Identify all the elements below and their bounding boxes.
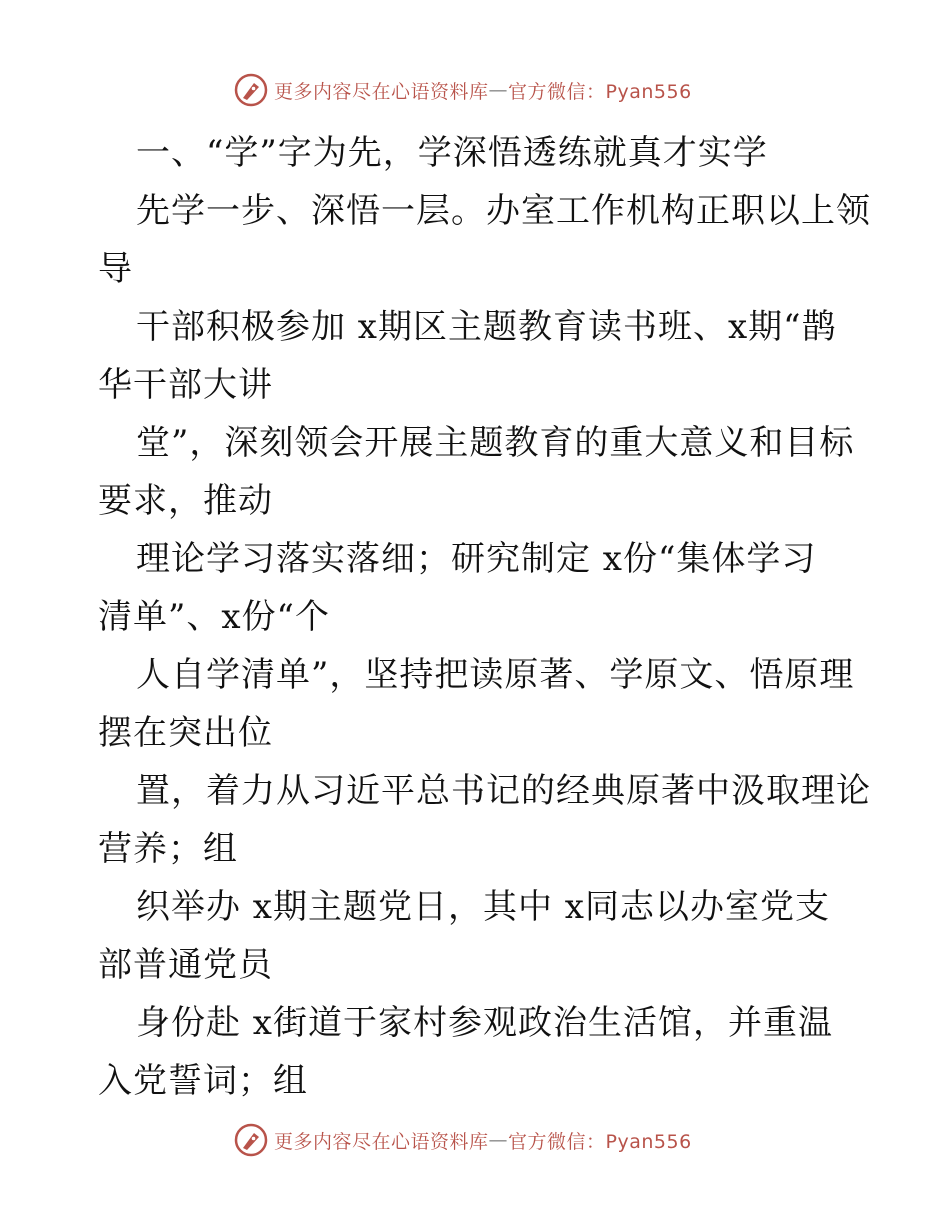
body-line: 入党誓词；组 xyxy=(98,1061,308,1101)
document-body xyxy=(98,124,871,1110)
body-line: 导 xyxy=(98,249,133,289)
body-line: 堂”，深刻领会开展主题教育的重大意义和目标 xyxy=(136,423,855,463)
body-line: 身份赴 x街道于家村参观政治生活馆，并重温 xyxy=(136,1003,833,1043)
body-line: 人自学清单”，坚持把读原著、学原文、悟原理 xyxy=(136,655,855,695)
pen-nib-logo-icon xyxy=(234,1123,268,1157)
watermark-site-text: 更多内容尽在心语资料库 xyxy=(274,80,489,103)
body-line: 摆在突出位 xyxy=(98,713,273,753)
body-line: 理论学习落实落细；研究制定 x份“集体学习 xyxy=(136,539,817,579)
body-line: 华干部大讲 xyxy=(98,365,273,405)
body-line: 清单”、x份“个 xyxy=(98,597,330,637)
watermark-dash: — xyxy=(488,79,509,101)
body-line: 置，着力从习近平总书记的经典原著中汲取理论 xyxy=(136,771,871,811)
body-line: 干部积极参加 x期区主题教育读书班、x期“鹊 xyxy=(136,307,837,347)
footer-watermark xyxy=(234,1122,692,1158)
header-watermark xyxy=(234,72,692,108)
watermark-wechat-text: 官方微信：Pyan556 xyxy=(508,1130,692,1153)
watermark-dash: — xyxy=(488,1129,509,1151)
watermark-wechat-text: 官方微信：Pyan556 xyxy=(508,80,692,103)
body-line: 先学一步、深悟一层。办室工作机构正职以上领 xyxy=(136,191,871,231)
pen-nib-logo-icon xyxy=(234,73,268,107)
watermark-site-text: 更多内容尽在心语资料库 xyxy=(274,1130,489,1153)
body-line: 织举办 x期主题党日，其中 x同志以办室党支 xyxy=(136,887,830,927)
body-line: 部普通党员 xyxy=(98,945,273,985)
section-heading: 一、“学”字为先，学深悟透练就真才实学 xyxy=(136,133,768,173)
body-line: 营养；组 xyxy=(98,829,238,869)
body-line: 要求，推动 xyxy=(98,481,273,521)
